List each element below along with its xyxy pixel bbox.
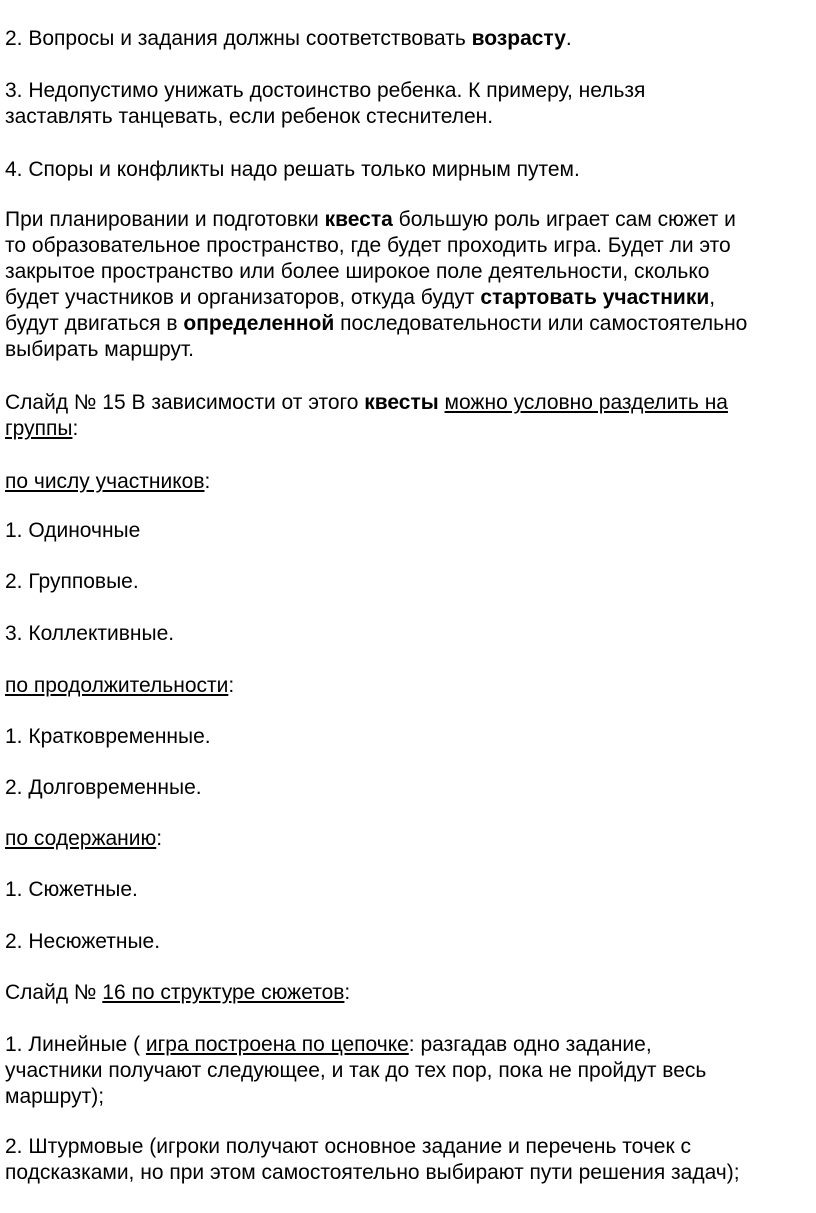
planning-line-4b: , — [709, 286, 716, 309]
planning-quest-bold: квеста — [324, 208, 393, 231]
list-item — [5, 621, 811, 647]
planning-line-6: выбирать маршрут. — [5, 338, 195, 361]
linear-underlined: игра построена по цепочке — [145, 1033, 409, 1056]
slide-15-paragraph — [5, 390, 811, 442]
list-item — [5, 518, 811, 544]
slide-15-prefix: Слайд № 15 В зависимости от этого — [5, 391, 365, 414]
content-heading-text: по содержанию — [5, 827, 157, 850]
list-item — [5, 929, 811, 955]
list-item — [5, 724, 811, 750]
planning-line-5b: последовательности или самостоятельно — [334, 312, 748, 335]
planning-defined-bold: определенной — [183, 312, 335, 335]
slide-16-underlined: 16 по структуре сюжетов — [102, 981, 345, 1004]
content-item-1: 1. Сюжетные. — [5, 878, 138, 901]
rule-2-bold: возрасту — [471, 27, 566, 50]
linear-line-3: маршрут); — [5, 1085, 105, 1108]
slide-15-underlined-1: можно условно разделить на — [444, 391, 728, 414]
planning-line-1b: большую роль играет сам сюжет и — [392, 208, 736, 231]
planning-start-bold: стартовать участники — [480, 286, 710, 309]
participants-item-3: 3. Коллективные. — [5, 622, 175, 645]
rule-4-text: 4. Споры и конфликты надо решать только мирным путем. — [5, 158, 580, 181]
slide-15-bold: квесты — [364, 391, 439, 414]
planning-paragraph — [5, 207, 811, 363]
storm-paragraph — [5, 1134, 811, 1186]
planning-line-1a: При планировании и подготовки — [5, 208, 325, 231]
duration-heading — [5, 673, 811, 699]
rule-2 — [5, 26, 811, 52]
content-heading — [5, 826, 811, 852]
duration-item-2: 2. Долговременные. — [5, 776, 202, 799]
rule-3-line-2: заставлять танцевать, если ребенок стеснителен. — [5, 105, 494, 128]
list-item — [5, 775, 811, 801]
planning-line-3: закрытое пространство или более широкое поле деятельности, сколько — [5, 260, 710, 283]
participants-item-1: 1. Одиночные — [5, 519, 141, 542]
participants-heading-colon: : — [204, 470, 211, 493]
slide-15-underlined-2: группы — [5, 417, 73, 440]
list-item — [5, 877, 811, 903]
participants-heading-text: по числу участников — [5, 470, 205, 493]
rule-3 — [5, 78, 811, 130]
duration-heading-text: по продолжительности — [5, 674, 229, 697]
list-item — [5, 569, 811, 595]
storm-line-2: подсказками, но при этом самостоятельно выбирают пути решения задач); — [5, 1161, 740, 1184]
rule-3-line-1: 3. Недопустимо унижать достоинство ребенка. К примеру, нельзя — [5, 79, 646, 102]
slide-16-colon: : — [344, 981, 351, 1004]
slide-16-paragraph — [5, 980, 811, 1006]
planning-line-5a: будут двигаться в — [5, 312, 184, 335]
rule-2-text: 2. Вопросы и задания должны соответствовать — [5, 27, 472, 50]
planning-line-2: то образовательное пространство, где будет проходить игра. Будет ли это — [5, 234, 731, 257]
linear-line-1-rest: : разгадав одно задание, — [408, 1033, 652, 1056]
participants-heading — [5, 469, 811, 495]
rule-2-end: . — [565, 27, 572, 50]
rule-4 — [5, 157, 811, 183]
content-item-2: 2. Несюжетные. — [5, 930, 161, 953]
linear-prefix: 1. Линейные ( — [5, 1033, 146, 1056]
linear-paragraph — [5, 1032, 811, 1110]
participants-item-2: 2. Групповые. — [5, 570, 139, 593]
planning-line-4a: будет участников и организаторов, откуда будут — [5, 286, 481, 309]
slide-15-colon: : — [72, 417, 79, 440]
duration-item-1: 1. Кратковременные. — [5, 725, 211, 748]
storm-line-1: 2. Штурмовые (игроки получают основное задание и перечень точек с — [5, 1135, 691, 1158]
duration-heading-colon: : — [228, 674, 235, 697]
slide-16-prefix: Слайд № — [5, 981, 103, 1004]
linear-line-2: участники получают следующее, и так до тех пор, пока не пройдут весь — [5, 1059, 707, 1082]
content-heading-colon: : — [156, 827, 163, 850]
